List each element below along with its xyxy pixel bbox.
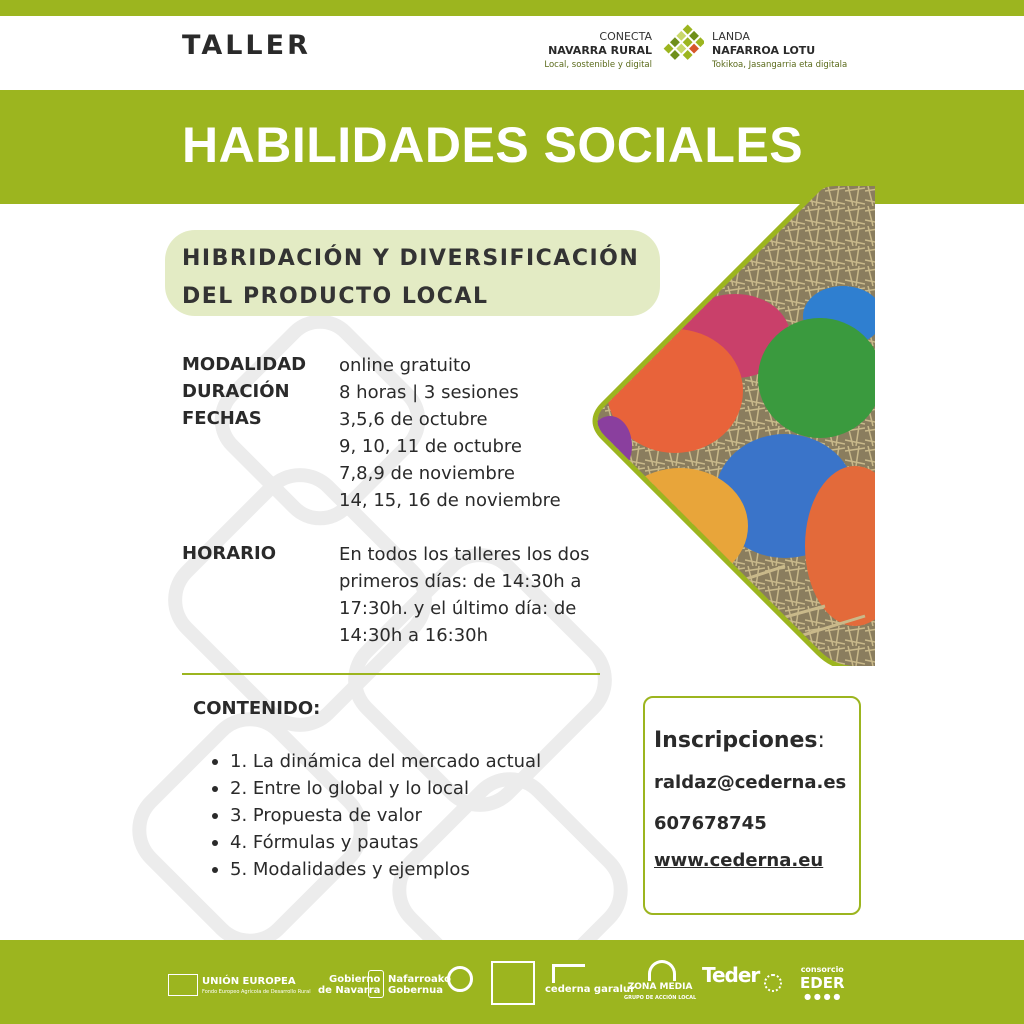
de-navarra-line: de Navarra xyxy=(318,985,381,996)
zona-media-arc-icon xyxy=(648,960,676,981)
list-item: 2. Entre lo global y lo local xyxy=(210,775,541,802)
ods-circle-icon xyxy=(447,966,473,992)
email-link[interactable]: raldaz@cederna.es xyxy=(654,772,847,793)
contenido-list xyxy=(210,748,541,883)
eu-flag-icon xyxy=(168,974,198,996)
teder-logo: Teder xyxy=(702,963,760,987)
eder-dots-icon: ● ● ● ● xyxy=(804,992,841,1001)
eder-text: EDER xyxy=(800,974,845,992)
list-item: 4. Fórmulas y pautas xyxy=(210,829,541,856)
easter-eggs-photo xyxy=(585,186,875,666)
landa-logo-text xyxy=(712,30,872,72)
nafarroa-lotu-line: NAFARROA LOTU xyxy=(712,44,816,57)
zona-media-text: ZONA MEDIA xyxy=(627,982,693,992)
gobernua-line: Gobernua xyxy=(388,985,443,996)
horario-label: HORARIO xyxy=(182,543,277,564)
fecha-item: 9, 10, 11 de octubre xyxy=(339,436,522,457)
list-item: 3. Propuesta de valor xyxy=(210,802,541,829)
fecha-item: 7,8,9 de noviembre xyxy=(339,463,515,484)
horario-line: 14:30h a 16:30h xyxy=(339,625,489,646)
taller-label: TALLER xyxy=(182,30,311,61)
subtitle xyxy=(182,240,639,316)
tagline-eu: Tokikoa, Jasangarria eta digitala xyxy=(712,60,848,70)
conecta-line: CONECTA xyxy=(599,30,652,43)
diamond-mosaic-icon xyxy=(660,22,704,78)
inscripciones-heading xyxy=(654,728,825,753)
tagline-es: Local, sostenible y digital xyxy=(544,60,652,70)
page-title: HABILIDADES SOCIALES xyxy=(182,117,804,173)
horario-line: En todos los talleres los dos xyxy=(339,544,590,565)
cederna-mark-icon xyxy=(552,964,585,983)
duracion-label: DURACIÓN xyxy=(182,381,290,402)
consorcio-text: consorcio xyxy=(800,965,844,974)
eder-logo xyxy=(800,964,845,1002)
subtitle-line-2: DEL PRODUCTO LOCAL xyxy=(182,284,489,309)
horario-line: primeros días: de 14:30h a xyxy=(339,571,582,592)
ue-subtext: Fondo Europeo Agrícola de Desarrollo Rural xyxy=(202,989,311,995)
ue-text: UNIÓN EUROPEA xyxy=(202,976,296,987)
navarra-rural-line: NAVARRA RURAL xyxy=(548,44,652,57)
modalidad-label: MODALIDAD xyxy=(182,354,307,375)
leader-logo-icon xyxy=(491,961,535,1005)
landa-line: LANDA xyxy=(712,30,750,43)
gobierno-line: Gobierno xyxy=(329,974,381,985)
navarra-shield-icon xyxy=(368,970,384,998)
horario-text xyxy=(339,541,590,649)
list-item: 1. La dinámica del mercado actual xyxy=(210,748,541,775)
zona-media-logo xyxy=(624,982,696,1004)
modalidad-value: online gratuito xyxy=(339,355,472,376)
zona-media-subtext: GRUPO DE ACCIÓN LOCAL xyxy=(624,995,697,1001)
fechas-list xyxy=(339,406,561,514)
subtitle-line-1: HIBRIDACIÓN Y DIVERSIFICACIÓN xyxy=(182,246,640,271)
ue-logo xyxy=(202,976,311,998)
fecha-item: 3,5,6 de octubre xyxy=(339,409,488,430)
fecha-item: 14, 15, 16 de noviembre xyxy=(339,490,561,511)
phone-number: 607678745 xyxy=(654,813,767,834)
teder-flower-icon xyxy=(764,974,782,992)
section-divider xyxy=(182,673,600,675)
duracion-value: 8 horas | 3 sesiones xyxy=(339,382,519,403)
fechas-label: FECHAS xyxy=(182,408,262,429)
inscripciones-title: Inscripciones xyxy=(654,728,818,753)
website-link[interactable]: www.cederna.eu xyxy=(654,850,824,871)
contenido-heading: CONTENIDO: xyxy=(193,698,321,719)
inscripciones-colon: : xyxy=(817,728,825,753)
list-item: 5. Modalidades y ejemplos xyxy=(210,856,541,883)
conecta-logo-text xyxy=(520,30,652,72)
nafarroako-line: Nafarroako xyxy=(388,974,451,985)
top-accent-bar xyxy=(0,0,1024,16)
nafarroako-logo xyxy=(388,974,451,996)
horario-line: 17:30h. y el último día: de xyxy=(339,598,577,619)
cederna-logo: cederna garalur xyxy=(545,984,635,995)
